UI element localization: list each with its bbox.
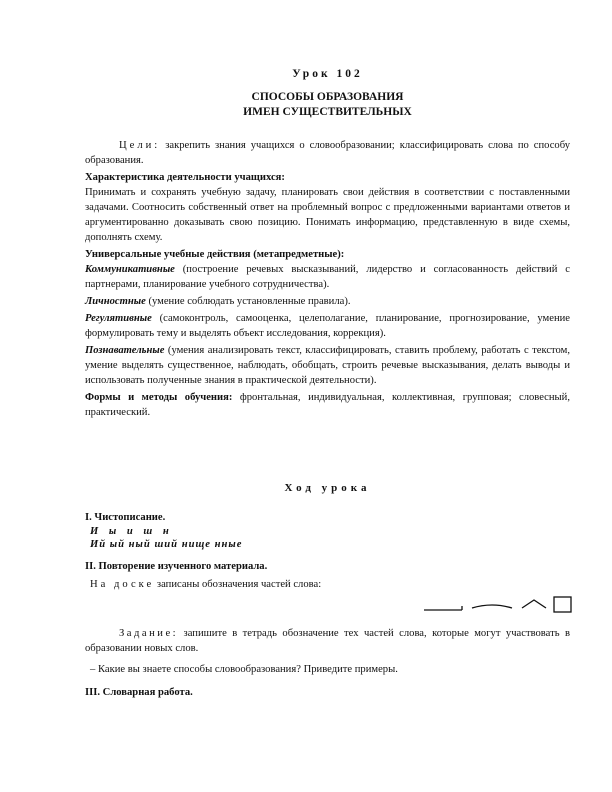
board-prefix: На доске — [90, 579, 155, 590]
goals-text: закрепить знания учащихся о словообразовании; классифицировать слова по способу образования. — [85, 140, 570, 166]
cognitive-text: (умения анализировать текст, классифицировать, ставить проблему, работать с текстом, умение выделять существенное, наблюдать, обобщать, строить речевые высказывания, делать выводы и использовать полученные знания в практической деятельности). — [85, 345, 570, 386]
morpheme-symbols — [85, 594, 580, 616]
course-heading: Ход урока — [284, 482, 371, 494]
board-description: записаны обозначения частей слова: — [156, 579, 322, 590]
board-text — [85, 577, 321, 592]
regulative-label: Регулятивные — [85, 313, 152, 324]
question-line: – Какие вы знаете способы словообразования? Приведите примеры. — [90, 664, 398, 675]
uud-personal — [85, 294, 570, 309]
section-penmanship: I. Чистописание. — [85, 512, 166, 523]
lesson-title-line2: ИМЕН СУЩЕСТВИТЕЛЬНЫХ — [243, 106, 412, 118]
goals-paragraph — [85, 138, 570, 168]
lesson-number: Урок 102 — [292, 68, 363, 80]
suffix-caret-icon — [522, 600, 546, 608]
regulative-text: (самоконтроль, самооценка, целеполагание, планирование, прогнозирование, умение формулировать тему и выделять объект исследования, коррекция). — [85, 313, 570, 339]
uud-cognitive — [85, 343, 570, 388]
activity-text: Принимать и сохранять учебную задачу, планировать свои действия в соответствии с поставленными задачами. Соотносить собственный ответ на проблемный вопрос с предложенными вариантами ответов и аргументированно доказывать свою позицию. Понимать информацию, представленную в виде схемы, дополнять схему. — [85, 187, 570, 243]
lesson-document — [85, 68, 570, 700]
uud-heading: Универсальные учебные действия (метапредметные): — [85, 249, 345, 260]
task-paragraph — [85, 626, 570, 656]
task-label: Задание: — [119, 628, 179, 639]
penmanship-letters-1: И ы и ш н — [90, 526, 173, 537]
forms-label: Формы и методы обучения: — [85, 392, 233, 403]
penmanship-letters-2: Ий ый ный ший нище нные — [90, 539, 243, 550]
cognitive-label: Познавательные — [85, 345, 165, 356]
morpheme-symbols-svg — [420, 594, 580, 616]
root-arc-icon — [472, 605, 512, 608]
goals-label: Цели: — [119, 140, 161, 151]
activity-heading: Характеристика деятельности учащихся: — [85, 172, 285, 183]
ending-symbol-icon — [424, 606, 462, 610]
forms-paragraph — [85, 390, 570, 420]
task-text: запишите в тетрадь обозначение тех частей слова, которые могут участвовать в образовании новых слов. — [85, 628, 570, 654]
ending-box-icon — [554, 597, 571, 612]
section-review: II. Повторение изученного материала. — [85, 561, 268, 572]
uud-communicative — [85, 262, 570, 292]
communicative-text: (построение речевых высказываний, лидерство и согласованность действий с партнерами, планирование учебного сотрудничества). — [85, 264, 570, 290]
communicative-label: Коммуникативные — [85, 264, 175, 275]
personal-label: Личностные — [85, 296, 146, 307]
lesson-title-line1: СПОСОБЫ ОБРАЗОВАНИЯ — [251, 91, 404, 103]
uud-regulative — [85, 311, 570, 341]
personal-text: (умение соблюдать установленные правила). — [148, 296, 351, 307]
section-vocabulary: III. Словарная работа. — [85, 687, 193, 698]
board-row — [85, 577, 570, 592]
forms-text: фронтальная, индивидуальная, коллективная, групповая; словесный, практический. — [85, 392, 570, 418]
